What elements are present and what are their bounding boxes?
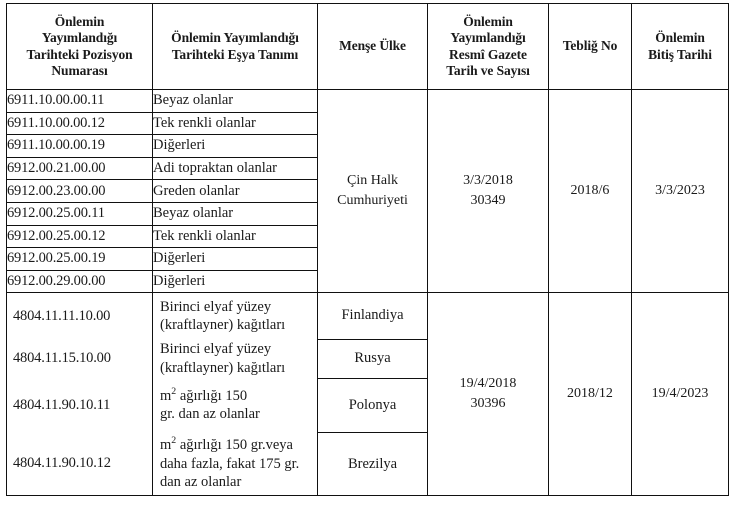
- cell-goods-description: Adi topraktan olanlar: [153, 157, 318, 180]
- cell-origin-country: Brezilya: [318, 432, 428, 495]
- cell-goods-description: Beyaz olanlar: [153, 90, 318, 113]
- header-line: Önlemin: [463, 13, 513, 29]
- header-line: Tarih ve Sayısı: [446, 62, 530, 78]
- header-line: Bitiş Tarihi: [648, 46, 712, 62]
- cell-goods-description: Tek renkli olanlar: [153, 225, 318, 248]
- header-line: Önlemin: [655, 30, 705, 46]
- column-header-origin-country: [318, 4, 428, 90]
- header-line: Önlemin Yayımlandığı: [171, 30, 299, 46]
- cell-measure-end-date: 3/3/2023: [632, 90, 729, 293]
- description-line: $m^2$ ağırlığı 150 gr.veya: [160, 435, 293, 454]
- cell-notice-no: 2018/12: [549, 293, 632, 496]
- description-text: [160, 340, 285, 377]
- goods-description-stack: [153, 293, 317, 495]
- description-line: Birinci elyaf yüzey: [160, 341, 272, 358]
- anti-dumping-measures-table: [6, 3, 729, 496]
- gazette-date: 3/3/2018: [463, 172, 513, 188]
- header-line: Tebliğ No: [562, 38, 618, 54]
- description-line: gr. dan az olanlar: [160, 406, 260, 423]
- goods-description-entry: [153, 378, 317, 432]
- cell-position-number: 6912.00.25.00.11: [7, 202, 153, 225]
- header-line: Resmî Gazete: [449, 46, 527, 62]
- cell-position-number: 6911.10.00.00.11: [7, 90, 153, 113]
- cell-origin-country: Polonya: [318, 378, 428, 432]
- cell-official-gazette: [428, 293, 549, 496]
- description-line: Birinci elyaf yüzey: [160, 298, 272, 315]
- header-line: Tarihteki Pozisyon: [26, 46, 133, 62]
- cell-measure-end-date: 19/4/2023: [632, 293, 729, 496]
- position-number-entry: 4804.11.90.10.12: [13, 455, 111, 472]
- column-header-official-gazette: [428, 4, 549, 90]
- cell-origin-country: [318, 90, 428, 293]
- position-number-stack: [7, 293, 152, 495]
- cell-goods-description: Diğerleri: [153, 270, 318, 293]
- cell-position-number: 6912.00.23.00.00: [7, 180, 153, 203]
- description-text: [160, 298, 285, 335]
- header-line: Menşe Ülke: [339, 38, 406, 54]
- cell-official-gazette: [428, 90, 549, 293]
- description-line: dan az olanlar: [160, 474, 242, 491]
- description-line: $m^2$ ağırlığı 150: [160, 386, 248, 404]
- column-header-goods-description: [153, 4, 318, 90]
- header-line: Yayımlandığı: [41, 30, 118, 46]
- cell-goods-description: Greden olanlar: [153, 180, 318, 203]
- description-line: (kraftlayner) kağıtları: [160, 359, 286, 376]
- gazette-number: 30349: [470, 193, 506, 209]
- table-row: [7, 293, 729, 339]
- description-line: (kraftlayner) kağıtları: [160, 317, 286, 334]
- position-number-entry: 4804.11.15.10.00: [13, 350, 111, 367]
- goods-description-entry: [153, 339, 317, 378]
- cell-goods-description-group: [153, 293, 318, 496]
- gazette-number: 30396: [470, 396, 506, 412]
- cell-origin-country: Finlandiya: [318, 293, 428, 339]
- table-header: [7, 4, 729, 90]
- gazette-date: 19/4/2018: [459, 376, 517, 392]
- cell-goods-description: Beyaz olanlar: [153, 202, 318, 225]
- cell-position-number: 6911.10.00.00.19: [7, 135, 153, 158]
- header-line: Tarihteki Eşya Tanımı: [171, 46, 299, 62]
- table-body: [7, 90, 729, 496]
- cell-goods-description: Tek renkli olanlar: [153, 112, 318, 135]
- column-header-notice-no: [549, 4, 632, 90]
- column-header-position-number: [7, 4, 153, 90]
- cell-position-number: 6912.00.29.00.00: [7, 270, 153, 293]
- cell-origin-country: Rusya: [318, 339, 428, 378]
- position-number-entry: 4804.11.11.10.00: [13, 307, 111, 324]
- description-line: daha fazla, fakat 175 gr.: [160, 455, 300, 472]
- table-header-row: [7, 4, 729, 90]
- header-line: Numarası: [51, 62, 108, 78]
- header-line: Önlemin: [54, 13, 105, 29]
- cell-position-number: 6911.10.00.00.12: [7, 112, 153, 135]
- table-row: [7, 90, 729, 113]
- goods-description-entry: [153, 293, 317, 339]
- cell-position-number-group: [7, 293, 153, 496]
- cell-goods-description: Diğerleri: [153, 135, 318, 158]
- country-line: Cumhuriyeti: [337, 193, 408, 209]
- cell-position-number: 6912.00.21.00.00: [7, 157, 153, 180]
- column-header-measure-end-date: [632, 4, 729, 90]
- cell-position-number: 6912.00.25.00.19: [7, 248, 153, 271]
- cell-position-number: 6912.00.25.00.12: [7, 225, 153, 248]
- cell-goods-description: Diğerleri: [153, 248, 318, 271]
- header-line: Yayımlandığı: [450, 30, 526, 46]
- country-line: Çin Halk: [347, 172, 398, 188]
- description-text: [160, 387, 260, 424]
- description-text: [160, 436, 299, 491]
- goods-description-entry: [153, 432, 317, 495]
- cell-notice-no: 2018/6: [549, 90, 632, 293]
- position-number-entry: 4804.11.90.10.11: [13, 396, 111, 413]
